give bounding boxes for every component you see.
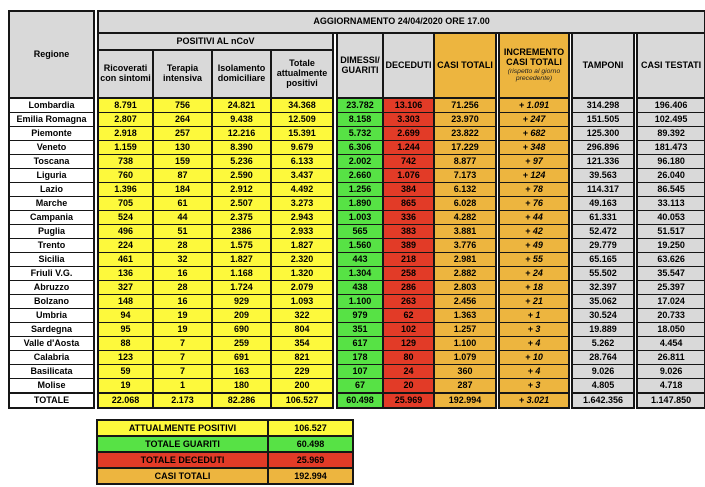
cell-ricoverati: 1.159 [98,141,153,155]
cell-totale-positivi: 4.492 [271,183,333,197]
cell-deceduti: 258 [383,267,434,281]
cell-terapia: 44 [153,211,212,225]
cell-incremento: + 49 [499,239,569,253]
table-row [9,351,705,365]
cell-totale-positivi: 2.943 [271,211,333,225]
table-row [9,281,705,295]
cell-casi-testati: 96.180 [637,155,705,169]
cell-incremento: + 247 [499,113,569,127]
summary-value: 192.994 [268,468,353,484]
cell-casi-totali: 8.877 [434,155,496,169]
cell-deceduti: 865 [383,197,434,211]
cell-dimessi: 178 [337,351,383,365]
cell-incremento: + 682 [499,127,569,141]
summary-label: CASI TOTALI [97,468,268,484]
cell-totale-positivi: 2.320 [271,253,333,267]
cell-casi-testati: 1.147.850 [637,393,705,408]
cell-deceduti: 1.244 [383,141,434,155]
table-body [9,98,705,408]
cell-incremento: + 4 [499,365,569,379]
cell-region: Valle d'Aosta [9,337,94,351]
cell-casi-testati: 33.113 [637,197,705,211]
cell-isolamento: 2.507 [212,197,271,211]
cell-dimessi: 2.002 [337,155,383,169]
cell-ricoverati: 123 [98,351,153,365]
cell-dimessi: 617 [337,337,383,351]
cell-region: Lazio [9,183,94,197]
cell-isolamento: 180 [212,379,271,394]
cell-terapia: 130 [153,141,212,155]
cell-isolamento: 82.286 [212,393,271,408]
cell-tamponi: 65.165 [572,253,634,267]
cell-casi-testati: 26.040 [637,169,705,183]
cell-tamponi: 1.642.356 [572,393,634,408]
cell-deceduti: 20 [383,379,434,394]
cell-incremento: + 4 [499,337,569,351]
cell-isolamento: 209 [212,309,271,323]
cell-isolamento: 259 [212,337,271,351]
cell-totale-positivi: 9.679 [271,141,333,155]
cell-ricoverati: 22.068 [98,393,153,408]
cell-casi-testati: 51.517 [637,225,705,239]
cell-ricoverati: 136 [98,267,153,281]
table-row [9,113,705,127]
cell-deceduti: 389 [383,239,434,253]
summary-value: 106.527 [268,420,353,436]
cell-totale-positivi: 12.509 [271,113,333,127]
cell-casi-testati: 89.392 [637,127,705,141]
cell-tamponi: 55.502 [572,267,634,281]
cell-casi-totali: 287 [434,379,496,394]
cell-incremento: + 1.091 [499,98,569,113]
cell-totale-positivi: 6.133 [271,155,333,169]
cell-totale-positivi: 3.437 [271,169,333,183]
cell-dimessi: 1.890 [337,197,383,211]
summary-label: ATTUALMENTE POSITIVI [97,420,268,436]
cell-isolamento: 1.724 [212,281,271,295]
cell-casi-totali: 6.132 [434,183,496,197]
cell-deceduti: 129 [383,337,434,351]
incremento-header-label: INCREMENTO CASI TOTALI [503,46,565,67]
cell-ricoverati: 2.807 [98,113,153,127]
cell-totale-positivi: 2.933 [271,225,333,239]
cell-terapia: 16 [153,267,212,281]
cell-casi-testati: 196.406 [637,98,705,113]
cell-terapia: 184 [153,183,212,197]
cell-ricoverati: 148 [98,295,153,309]
cell-casi-totali: 17.229 [434,141,496,155]
cell-tamponi: 49.163 [572,197,634,211]
cell-casi-testati: 20.733 [637,309,705,323]
table-row [9,239,705,253]
cell-tamponi: 19.889 [572,323,634,337]
summary-value: 25.969 [268,452,353,468]
cell-incremento: + 18 [499,281,569,295]
cell-ricoverati: 738 [98,155,153,169]
cell-ricoverati: 19 [98,379,153,394]
table-row [9,98,705,113]
cell-totale-positivi: 322 [271,309,333,323]
cell-deceduti: 25.969 [383,393,434,408]
ricoverati-header: Ricoverati con sintomi [98,50,153,98]
tamponi-header: TAMPONI [572,33,634,98]
cell-casi-totali: 4.282 [434,211,496,225]
cell-casi-totali: 1.079 [434,351,496,365]
cell-dimessi: 107 [337,365,383,379]
cell-region: Sicilia [9,253,94,267]
cell-region: Toscana [9,155,94,169]
cell-totale-positivi: 1.827 [271,239,333,253]
table-row [9,155,705,169]
cell-totale-positivi: 354 [271,337,333,351]
cell-dimessi: 6.306 [337,141,383,155]
summary-row [97,452,353,468]
cell-incremento: + 42 [499,225,569,239]
cell-casi-testati: 181.473 [637,141,705,155]
cell-ricoverati: 59 [98,365,153,379]
cell-casi-testati: 4.718 [637,379,705,394]
cell-tamponi: 296.896 [572,141,634,155]
cell-casi-testati: 4.454 [637,337,705,351]
positivi-group-header: POSITIVI AL nCoV [98,33,333,50]
cell-casi-testati: 19.250 [637,239,705,253]
cell-dimessi: 1.256 [337,183,383,197]
cell-tamponi: 35.062 [572,295,634,309]
table-row [9,197,705,211]
cell-incremento: + 21 [499,295,569,309]
cell-dimessi: 67 [337,379,383,394]
cell-casi-totali: 1.363 [434,309,496,323]
cell-dimessi: 565 [337,225,383,239]
cell-incremento: + 76 [499,197,569,211]
cell-dimessi: 438 [337,281,383,295]
cell-deceduti: 80 [383,351,434,365]
cell-casi-totali: 23.822 [434,127,496,141]
cell-deceduti: 2.699 [383,127,434,141]
cell-ricoverati: 327 [98,281,153,295]
table-row [9,323,705,337]
cell-casi-testati: 63.626 [637,253,705,267]
cell-region: Trento [9,239,94,253]
cell-deceduti: 383 [383,225,434,239]
cell-incremento: + 3.021 [499,393,569,408]
cell-region: Liguria [9,169,94,183]
cell-ricoverati: 461 [98,253,153,267]
cell-dimessi: 5.732 [337,127,383,141]
cell-region: Bolzano [9,295,94,309]
cell-terapia: 7 [153,365,212,379]
cell-incremento: + 1 [499,309,569,323]
cell-totale-positivi: 200 [271,379,333,394]
table-row [9,309,705,323]
cell-dimessi: 351 [337,323,383,337]
cell-ricoverati: 2.918 [98,127,153,141]
cell-isolamento: 5.236 [212,155,271,169]
cell-deceduti: 263 [383,295,434,309]
cell-tamponi: 121.336 [572,155,634,169]
cell-casi-totali: 2.456 [434,295,496,309]
cell-totale-positivi: 34.368 [271,98,333,113]
cell-dimessi: 1.100 [337,295,383,309]
deceduti-header: DECEDUTI [383,33,434,98]
cell-deceduti: 218 [383,253,434,267]
cell-terapia: 61 [153,197,212,211]
cell-dimessi: 979 [337,309,383,323]
table-row [9,211,705,225]
cell-tamponi: 61.331 [572,211,634,225]
cell-casi-totali: 7.173 [434,169,496,183]
cell-casi-totali: 6.028 [434,197,496,211]
regione-column-header: Regione [9,11,94,98]
cell-tamponi: 125.300 [572,127,634,141]
cell-tamponi: 32.397 [572,281,634,295]
cell-terapia: 2.173 [153,393,212,408]
cell-casi-testati: 17.024 [637,295,705,309]
terapia-header: Terapia intensiva [153,50,212,98]
cell-terapia: 264 [153,113,212,127]
summary-row [97,436,353,452]
cell-ricoverati: 88 [98,337,153,351]
cell-casi-totali: 2.981 [434,253,496,267]
totale-row [9,393,705,408]
cell-tamponi: 39.563 [572,169,634,183]
cell-incremento: + 55 [499,253,569,267]
table-row [9,169,705,183]
cell-casi-totali: 192.994 [434,393,496,408]
cell-casi-testati: 102.495 [637,113,705,127]
cell-casi-testati: 40.053 [637,211,705,225]
cell-isolamento: 929 [212,295,271,309]
cell-terapia: 87 [153,169,212,183]
cell-tamponi: 30.524 [572,309,634,323]
table-row [9,267,705,281]
cell-deceduti: 102 [383,323,434,337]
cell-totale-positivi: 15.391 [271,127,333,141]
cell-ricoverati: 95 [98,323,153,337]
table-header [9,11,705,98]
incremento-header [499,33,569,98]
table-row [9,127,705,141]
cell-terapia: 159 [153,155,212,169]
cell-isolamento: 1.575 [212,239,271,253]
cell-casi-totali: 1.100 [434,337,496,351]
cell-isolamento: 1.827 [212,253,271,267]
cell-dimessi: 60.498 [337,393,383,408]
cell-casi-totali: 360 [434,365,496,379]
cell-terapia: 51 [153,225,212,239]
cell-tamponi: 29.779 [572,239,634,253]
cell-isolamento: 691 [212,351,271,365]
table-row [9,337,705,351]
cell-region: Piemonte [9,127,94,141]
cell-casi-totali: 3.881 [434,225,496,239]
cell-tamponi: 28.764 [572,351,634,365]
cell-incremento: + 124 [499,169,569,183]
cell-dimessi: 443 [337,253,383,267]
table-row [9,295,705,309]
cell-region: Calabria [9,351,94,365]
summary-table [96,419,354,485]
cell-totale-positivi: 1.320 [271,267,333,281]
cell-region: Sardegna [9,323,94,337]
table-row [9,253,705,267]
cell-dimessi: 23.782 [337,98,383,113]
cell-dimessi: 8.158 [337,113,383,127]
cell-ricoverati: 705 [98,197,153,211]
summary-body [97,420,353,484]
cell-deceduti: 742 [383,155,434,169]
cell-casi-totali: 2.882 [434,267,496,281]
cell-deceduti: 286 [383,281,434,295]
cell-casi-totali: 2.803 [434,281,496,295]
cell-isolamento: 2386 [212,225,271,239]
cell-casi-testati: 18.050 [637,323,705,337]
totale-positivi-header: Totale attualmente positivi [271,50,333,98]
cell-region: Abruzzo [9,281,94,295]
summary-label: TOTALE GUARITI [97,436,268,452]
cell-casi-testati: 26.811 [637,351,705,365]
cell-incremento: + 44 [499,211,569,225]
cell-isolamento: 9.438 [212,113,271,127]
cell-deceduti: 13.106 [383,98,434,113]
casi-testati-header: CASI TESTATI [637,33,705,98]
cell-casi-totali: 3.776 [434,239,496,253]
cell-tamponi: 4.805 [572,379,634,394]
cell-region: TOTALE [9,393,94,408]
summary-row [97,420,353,436]
cell-ricoverati: 496 [98,225,153,239]
cell-casi-totali: 71.256 [434,98,496,113]
cell-deceduti: 384 [383,183,434,197]
cell-terapia: 32 [153,253,212,267]
cell-terapia: 28 [153,239,212,253]
cell-region: Veneto [9,141,94,155]
isolamento-header: Isolamento domiciliare [212,50,271,98]
cell-totale-positivi: 229 [271,365,333,379]
cell-isolamento: 163 [212,365,271,379]
cell-ricoverati: 524 [98,211,153,225]
cell-casi-testati: 25.397 [637,281,705,295]
cell-casi-totali: 1.257 [434,323,496,337]
cell-dimessi: 1.003 [337,211,383,225]
cell-isolamento: 2.375 [212,211,271,225]
cell-region: Friuli V.G. [9,267,94,281]
cell-totale-positivi: 1.093 [271,295,333,309]
cell-casi-testati: 9.026 [637,365,705,379]
cell-ricoverati: 760 [98,169,153,183]
cell-dimessi: 2.660 [337,169,383,183]
cell-tamponi: 5.262 [572,337,634,351]
cell-region: Basilicata [9,365,94,379]
cell-casi-testati: 35.547 [637,267,705,281]
cell-deceduti: 62 [383,309,434,323]
cell-dimessi: 1.304 [337,267,383,281]
cell-region: Emilia Romagna [9,113,94,127]
incremento-header-note: (rispetto al giorno precedente) [507,67,561,83]
cell-terapia: 756 [153,98,212,113]
cell-totale-positivi: 106.527 [271,393,333,408]
cell-tamponi: 151.505 [572,113,634,127]
cell-dimessi: 1.560 [337,239,383,253]
cell-terapia: 16 [153,295,212,309]
cell-incremento: + 97 [499,155,569,169]
table-row [9,183,705,197]
cell-ricoverati: 1.396 [98,183,153,197]
cell-casi-testati: 86.545 [637,183,705,197]
cell-totale-positivi: 2.079 [271,281,333,295]
cell-deceduti: 336 [383,211,434,225]
summary-value: 60.498 [268,436,353,452]
casi-totali-header: CASI TOTALI [434,33,496,98]
cell-isolamento: 12.216 [212,127,271,141]
title-row [9,11,705,33]
cell-terapia: 7 [153,351,212,365]
cell-region: Campania [9,211,94,225]
cell-deceduti: 3.303 [383,113,434,127]
group-header-row [9,33,705,50]
cell-tamponi: 314.298 [572,98,634,113]
cell-deceduti: 24 [383,365,434,379]
cell-isolamento: 8.390 [212,141,271,155]
cell-terapia: 7 [153,337,212,351]
cell-terapia: 1 [153,379,212,394]
cell-region: Umbria [9,309,94,323]
summary-row [97,468,353,484]
cell-incremento: + 3 [499,323,569,337]
summary-label: TOTALE DECEDUTI [97,452,268,468]
table-row [9,225,705,239]
cell-tamponi: 52.472 [572,225,634,239]
table-row [9,365,705,379]
cell-isolamento: 24.821 [212,98,271,113]
cell-incremento: + 78 [499,183,569,197]
dimessi-header: DIMESSI/ GUARITI [337,33,383,98]
cell-incremento: + 348 [499,141,569,155]
cell-ricoverati: 94 [98,309,153,323]
cell-totale-positivi: 3.273 [271,197,333,211]
cell-incremento: + 3 [499,379,569,394]
table-title: AGGIORNAMENTO 24/04/2020 ORE 17.00 [98,11,705,33]
table-row [9,141,705,155]
cell-incremento: + 24 [499,267,569,281]
cell-terapia: 19 [153,323,212,337]
cell-ricoverati: 224 [98,239,153,253]
cell-casi-totali: 23.970 [434,113,496,127]
cell-terapia: 257 [153,127,212,141]
cell-terapia: 19 [153,309,212,323]
cell-isolamento: 690 [212,323,271,337]
cell-terapia: 28 [153,281,212,295]
cell-totale-positivi: 804 [271,323,333,337]
cell-deceduti: 1.076 [383,169,434,183]
cell-region: Lombardia [9,98,94,113]
cell-region: Marche [9,197,94,211]
cell-tamponi: 9.026 [572,365,634,379]
cell-isolamento: 2.912 [212,183,271,197]
cell-totale-positivi: 821 [271,351,333,365]
cell-incremento: + 10 [499,351,569,365]
cell-ricoverati: 8.791 [98,98,153,113]
covid-data-table [8,10,705,409]
cell-region: Puglia [9,225,94,239]
cell-region: Molise [9,379,94,394]
cell-isolamento: 1.168 [212,267,271,281]
cell-tamponi: 114.317 [572,183,634,197]
table-row [9,379,705,394]
cell-isolamento: 2.590 [212,169,271,183]
